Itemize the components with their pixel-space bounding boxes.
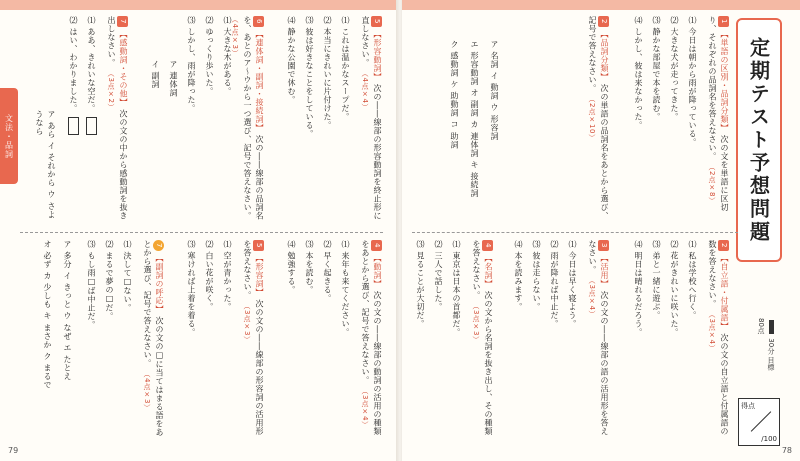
question-number: 7 xyxy=(153,240,164,251)
left-lower-q4-item3: ⑶ 本を読む。 xyxy=(305,240,314,295)
question-points: （3点×2） xyxy=(107,70,115,111)
time-label: 30分 xyxy=(767,338,775,355)
choice-e: オ 必ず xyxy=(43,240,52,269)
right-upper-q2-choices-3 xyxy=(448,40,460,220)
question-points: （3点×3） xyxy=(243,302,251,344)
left-upper-q7-item1 xyxy=(85,16,97,226)
left-lower-q7-item3: ⑶ もし雨□ば中止だ。 xyxy=(87,240,96,330)
left-lower-q4 xyxy=(359,240,383,440)
left-upper-q5 xyxy=(359,16,383,226)
choice-a: ア 名詞 xyxy=(490,40,499,69)
left-upper-q6-choice-b: イ 副詞 xyxy=(151,60,160,89)
score-denominator: /100 xyxy=(761,435,777,443)
half-divider xyxy=(412,232,738,233)
left-page xyxy=(0,0,398,461)
left-lower-q5 xyxy=(241,240,265,440)
choice-g: キ 接続詞 xyxy=(470,160,479,198)
answer-box[interactable] xyxy=(68,117,79,135)
choice-a: ア 多分 xyxy=(63,240,72,269)
question-tag: 【自立語・付属語】 xyxy=(720,254,729,331)
question-tag: 【形容動詞】 xyxy=(373,30,382,82)
question-tag: 【活用】 xyxy=(600,254,609,289)
question-points: （3点×3） xyxy=(472,302,480,344)
right-lower-q3-item3: ⑶ 彼は走らない。 xyxy=(532,240,541,312)
question-points: （3点×4） xyxy=(361,387,369,429)
answer-box[interactable] xyxy=(86,117,97,135)
right-upper-q1-item2: ⑵ 大きな犬が走ってきた。 xyxy=(670,16,679,122)
left-lower-q5-item3: ⑶ 寒ければ上着を着る。 xyxy=(187,240,196,337)
question-number: 4 xyxy=(371,240,382,251)
right-lower-q2-item3: ⑶ 弟と一緒に遊ぶ。 xyxy=(652,240,661,320)
left-lower-q4-item1: ⑴ 来年も来てください。 xyxy=(341,240,350,337)
question-text: 次の文の――線部の動詞の活用の種類をあとから選び、記号で答えなさい。 xyxy=(361,240,382,436)
question-text: 次の文の中から感動詞を抜き出しなさい。 xyxy=(107,16,128,221)
page-number: 78 xyxy=(781,446,792,455)
page-title: 定期テスト予想問題 xyxy=(736,18,782,262)
question-text: 次の文の――線部の語の活用形を答えなさい。 xyxy=(588,240,609,436)
question-tag: 【単語の区別・品詞分類】 xyxy=(720,30,729,133)
left-lower-q5-item1: ⑴ 空が青かった。 xyxy=(223,240,232,312)
question-points: （3点×4） xyxy=(588,277,596,318)
right-lower-q4-item3: ⑶ 見ることが大切だ。 xyxy=(416,240,425,329)
top-band xyxy=(0,0,397,10)
left-upper-q5-item4: ⑷ 静かな公園で休む。 xyxy=(287,16,296,105)
right-lower-q2-item1: ⑴ 私は学校へ行く。 xyxy=(688,240,697,320)
left-upper-q6-item3: ⑶ しかし、雨が降った。 xyxy=(187,16,196,113)
right-upper-q1-item1: ⑴ 今日は朝から雨が降っている。 xyxy=(688,16,697,147)
choice-i: ケ 助動詞 xyxy=(450,80,459,118)
choice-f: カ 少しも xyxy=(43,271,52,309)
question-points: （3点×4） xyxy=(708,311,716,352)
question-points: （2点×10） xyxy=(588,95,596,142)
left-upper-q7-choices xyxy=(33,110,57,220)
question-text: 次の単語の品詞名をあとから選び、記号で答えなさい。 xyxy=(588,16,609,221)
right-upper-q2-choices-2 xyxy=(468,40,480,220)
right-lower-q3 xyxy=(586,240,610,440)
right-lower-q3-item2: ⑵ 雨が降れば中止だ。 xyxy=(550,240,559,329)
item-text: ⑴ ああ、きれいな空だ。 xyxy=(87,16,96,113)
question-tag: 【動詞】 xyxy=(373,254,382,289)
left-upper-q5-item2: ⑵ 本当にきれいに片付けた。 xyxy=(323,16,332,130)
right-upper-q2 xyxy=(586,16,610,226)
half-divider xyxy=(20,232,383,233)
question-number: 7 xyxy=(117,16,128,27)
top-band xyxy=(402,0,800,10)
score-box[interactable] xyxy=(738,398,780,446)
question-tag: 【名詞】 xyxy=(484,254,493,289)
left-upper-q5-item1: ⑴ これは温かなスープだ。 xyxy=(341,16,350,122)
right-page xyxy=(402,0,800,461)
right-lower-q4-item2: ⑵ 三人で話した。 xyxy=(434,240,443,312)
left-upper-q5-item3: ⑶ 彼は好きなことをしている。 xyxy=(305,16,314,139)
choice-c: ウ なぜ xyxy=(63,311,72,341)
time-goal-info xyxy=(746,318,776,378)
title-block xyxy=(738,18,782,443)
choice-c: ウ さようなら xyxy=(35,110,56,219)
choice-g: キ まさか xyxy=(43,311,52,349)
choice-b: イ それから xyxy=(47,141,56,188)
question-tag: 【感動詞・その他】 xyxy=(119,30,128,107)
left-upper-q7 xyxy=(105,16,129,226)
choice-f: カ 連体詞 xyxy=(470,120,479,158)
left-lower-q4-item4: ⑷ 勉強する。 xyxy=(287,240,296,295)
question-text: 次の文の□に当てはまる語をあとから選び、記号で答えなさい。 xyxy=(143,240,164,437)
question-tag: 【連体詞・副詞・接続詞】 xyxy=(255,30,264,133)
score-slash xyxy=(751,411,772,432)
question-number: 6 xyxy=(253,16,264,27)
choice-c: ウ 形容詞 xyxy=(490,103,499,141)
question-text: 次の文の自立語と付属語の数を答えなさい。 xyxy=(708,240,729,436)
question-number: 3 xyxy=(598,240,609,251)
question-tag: 【品詞分類】 xyxy=(600,30,609,82)
right-lower-q3-item1: ⑴ 今日は早く寝よう。 xyxy=(568,240,577,329)
score-label: 得点 xyxy=(741,402,755,410)
choice-h: ク 感動詞 xyxy=(450,40,459,78)
question-number: 1 xyxy=(718,16,729,27)
question-text: 次の文から名詞を抜き出し、その種類を答えなさい。 xyxy=(472,240,493,436)
choice-b: イ きっと xyxy=(63,271,72,309)
left-upper-q6-item2: ⑵ ゆっくり歩いた。 xyxy=(205,16,214,96)
question-points: （2点×8） xyxy=(708,163,716,205)
choice-e: オ 副詞 xyxy=(470,88,479,118)
left-upper-q6 xyxy=(229,16,265,226)
question-text: 次の――線部の品詞名を、あとのア〜ウから一つ選び、記号で答えなさい。 xyxy=(243,16,264,221)
right-upper-q1 xyxy=(706,16,730,226)
item-text: ⑵ はい、わかりました。 xyxy=(69,16,78,113)
page-number: 79 xyxy=(8,446,19,455)
question-points: （4点×4） xyxy=(361,70,369,111)
question-points: （4点×3） xyxy=(231,16,239,57)
question-number: 2 xyxy=(598,16,609,27)
right-lower-q4-item1: ⑴ 東京は日本の首都だ。 xyxy=(452,240,461,337)
choice-a: ア あら xyxy=(47,110,56,139)
question-text: 次の――線部の形容動詞を終止形に直しなさい。 xyxy=(361,16,382,221)
left-lower-q7 xyxy=(141,240,165,440)
side-tab: 文法・品詞 xyxy=(0,88,18,184)
right-lower-q3-item4: ⑷ 本を読みます。 xyxy=(514,240,523,312)
question-text: 次の文の――線部の形容詞の活用形を答えなさい。 xyxy=(243,240,264,436)
choice-b: イ 動詞 xyxy=(490,71,499,101)
question-number: 5 xyxy=(371,16,382,27)
left-lower-q7-item1: ⑴ 決して□ない。 xyxy=(123,240,132,313)
question-number: 4 xyxy=(482,240,493,251)
choice-d: エ たとえ xyxy=(63,343,72,381)
right-lower-q4 xyxy=(470,240,494,440)
question-text: 次の文を単語に区切り、それぞれの品詞名を答えなさい。 xyxy=(708,16,729,212)
right-upper-q1-item3: ⑶ 静かな部屋で本を読む。 xyxy=(652,16,661,122)
choice-h: ク まるで xyxy=(43,351,52,389)
left-lower-q7-item2: ⑵ まるで夢の□だ。 xyxy=(105,240,114,321)
left-upper-q6-choice-a: ア 連体詞 xyxy=(169,60,178,98)
choice-d: エ 形容動詞 xyxy=(470,40,479,86)
right-lower-q2-item2: ⑵ 花がきれいに咲いた。 xyxy=(670,240,679,337)
left-lower-q7-choices-2 xyxy=(41,240,53,440)
right-upper-q2-choices-1 xyxy=(488,40,500,220)
right-lower-q2 xyxy=(706,240,730,440)
goal-label: 目標80点 xyxy=(757,318,775,371)
question-number: 5 xyxy=(253,240,264,251)
choice-j: コ 助詞 xyxy=(450,120,459,149)
right-lower-q2-item4: ⑷ 明日は晴れるだろう。 xyxy=(634,240,643,337)
left-upper-q7-item2 xyxy=(67,16,79,226)
right-upper-q1-item4: ⑷ しかし、彼は来なかった。 xyxy=(634,16,643,130)
question-points: （4点×3） xyxy=(143,370,151,412)
pencil-icon xyxy=(769,320,774,334)
left-lower-q4-item2: ⑵ 早く起きる。 xyxy=(323,240,332,303)
question-tag: 【副詞の呼応】 xyxy=(155,254,164,314)
left-lower-q5-item2: ⑵ 白い花が咲く。 xyxy=(205,240,214,312)
question-number: 2 xyxy=(718,240,729,251)
left-lower-q7-choices-1 xyxy=(61,240,73,440)
left-upper-q6-item1: ⑴ 大きな木がある。 xyxy=(223,16,232,96)
question-tag: 【形容詞】 xyxy=(255,254,264,297)
